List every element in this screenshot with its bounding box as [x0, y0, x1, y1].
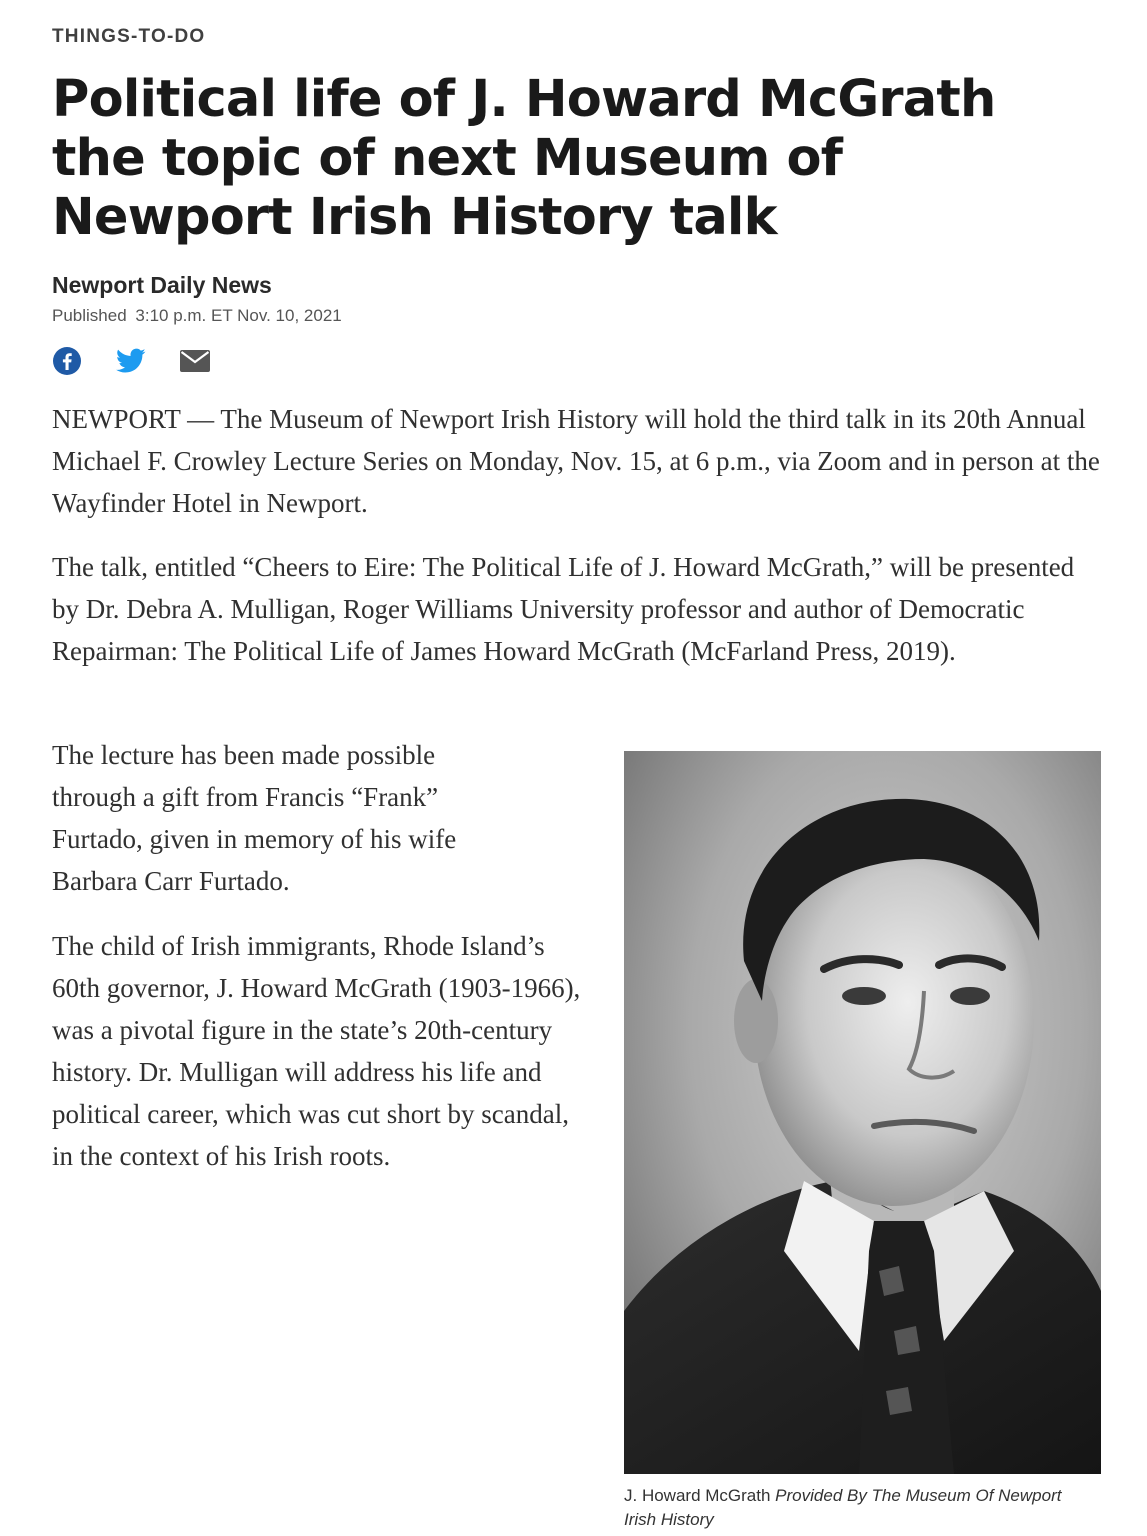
- photo-credit: Provided By The Museum Of Newport Irish History: [624, 1486, 1062, 1529]
- paragraph-2: The talk, entitled “Cheers to Eire: The Political Life of J. Howard McGrath,” will be presented by Dr. Debra A. Mulligan, Roger Williams University professor and author of Democratic Repairman: The Political Life of James Howard McGrath (McFarland Press, 2019).: [52, 552, 1075, 666]
- paragraph-4: The child of Irish immigrants, Rhode Island’s 60th governor, J. Howard McGrath (1903-1966), was a pivotal figure in the state’s 20th-century history. Dr. Mulligan will address his life and political career, which was cut short by scandal, in the context of his Irish roots.: [52, 931, 581, 1171]
- byline: Newport Daily News: [52, 272, 272, 298]
- email-icon[interactable]: [180, 346, 210, 376]
- twitter-icon[interactable]: [116, 346, 146, 376]
- facebook-icon[interactable]: [52, 346, 82, 376]
- share-bar: [52, 346, 210, 376]
- caption-text: J. Howard McGrath: [624, 1486, 771, 1505]
- published-label: Published: [52, 306, 127, 325]
- article-figure: [624, 751, 1101, 1532]
- portrait-photo[interactable]: [624, 751, 1101, 1474]
- photo-caption: [624, 1484, 1064, 1532]
- headline: Political life of J. Howard McGrath the topic of next Museum of Newport Irish History talk: [52, 70, 996, 247]
- paragraph-1: NEWPORT — The Museum of Newport Irish History will hold the third talk in its 20th Annual Michael F. Crowley Lecture Series on Monday, Nov. 15, at 6 p.m., via Zoom and in person at the Wayfinder Hotel in Newport.: [52, 404, 1100, 518]
- paragraph-3: The lecture has been made possible through a gift from Francis “Frank” Furtado, given in memory of his wife Barbara Carr Furtado.: [52, 740, 457, 896]
- section-label[interactable]: THINGS-TO-DO: [52, 26, 206, 47]
- published-line: [52, 306, 342, 326]
- published-datetime: 3:10 p.m. ET Nov. 10, 2021: [135, 306, 342, 325]
